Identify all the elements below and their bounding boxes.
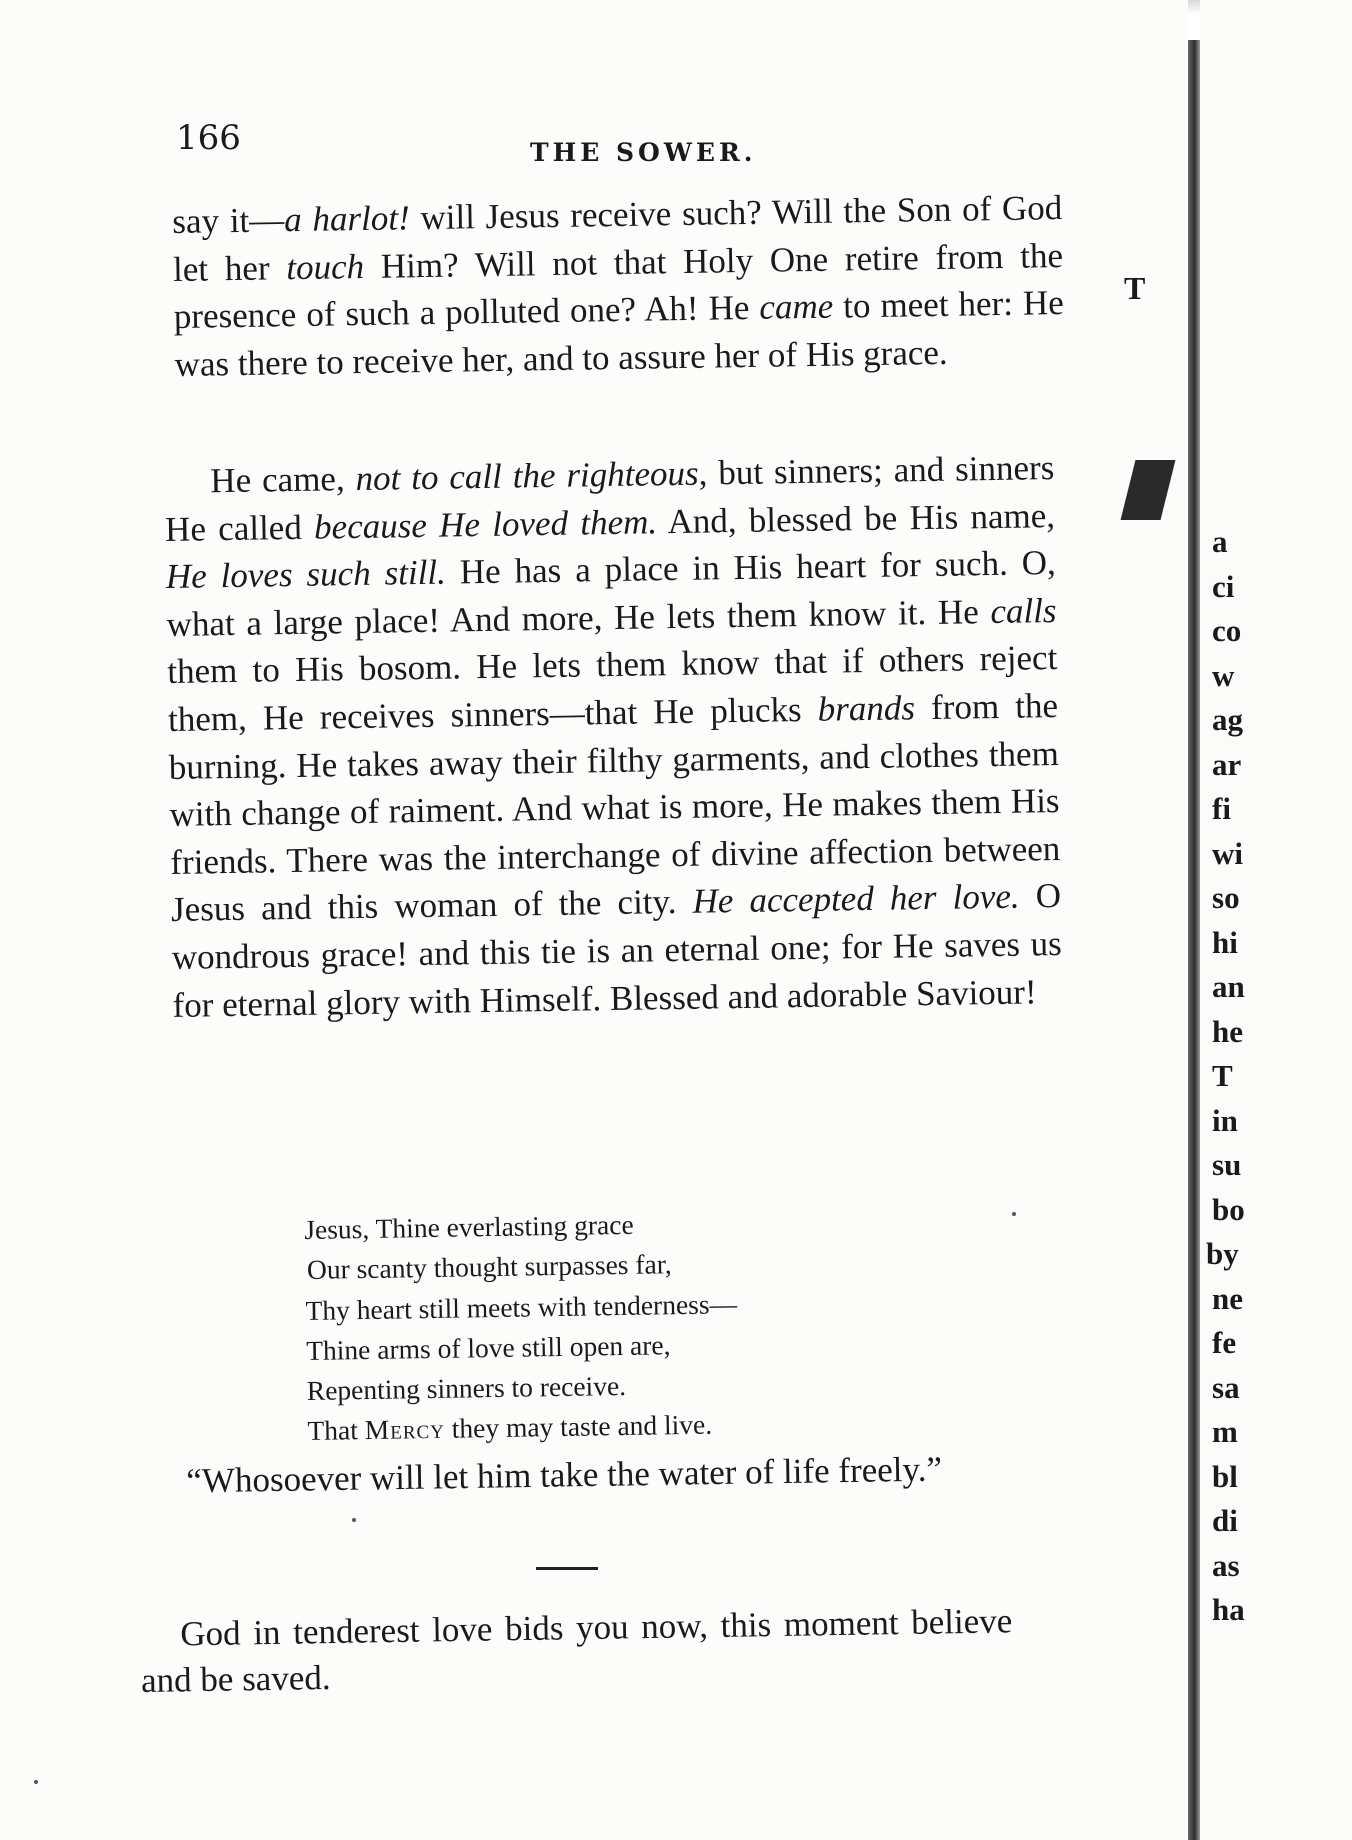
right-page-line-start: in: [1212, 1102, 1238, 1138]
text-run: He has a place in His heart for such. O, what a large place! And more, He lets them know it. He: [166, 543, 1057, 644]
right-page: [1124, 0, 1352, 1840]
paragraph-1: [172, 184, 1065, 388]
running-head: THE SOWER.: [530, 138, 757, 167]
text-run: them to His bosom. He lets them know that if others reject them, He receives sinners—that He plucks: [167, 638, 1058, 739]
hymn-line-5: Repenting sinners to receive.: [306, 1370, 627, 1407]
scan-speck: [1012, 1212, 1016, 1216]
right-page-line-start: di: [1212, 1503, 1238, 1538]
right-page-line-start: an: [1212, 969, 1245, 1004]
italic-phrase: touch: [286, 246, 365, 287]
paragraph-2: [164, 444, 1063, 1029]
hymn-line-4: Thine arms of love still open are,: [305, 1329, 671, 1366]
hymn-line-2: Our scanty thought surpasses far,: [306, 1248, 672, 1286]
right-page-line-start: su: [1212, 1147, 1242, 1182]
right-page-line-start: so: [1212, 880, 1240, 915]
text-run: say it—: [172, 200, 285, 241]
italic-phrase: calls: [990, 590, 1057, 631]
hymn-stanza: [304, 1203, 739, 1452]
right-page-line-start: by: [1206, 1236, 1239, 1271]
italic-phrase: because He loved them.: [313, 501, 658, 547]
right-page-line-start: sa: [1212, 1369, 1240, 1405]
right-page-line-start: bo: [1212, 1191, 1245, 1227]
right-page-line-start: w: [1212, 657, 1235, 693]
hymn-line-3: Thy heart still meets with tenderness—: [305, 1287, 738, 1326]
scan-speck: [34, 1780, 38, 1784]
text-run: And, blessed be His name,: [656, 495, 1056, 541]
italic-phrase: a harlot!: [283, 198, 410, 240]
book-gutter: [1188, 40, 1200, 1840]
right-page-line-start: m: [1212, 1414, 1238, 1449]
scripture-quote: “Whosoever will let him take the water of life freely.”: [186, 1449, 943, 1501]
right-page-line-start: hi: [1212, 924, 1238, 960]
text-run: , but sinners; and sinners He called: [164, 448, 1055, 549]
right-page-line-start: fi: [1212, 791, 1231, 826]
right-page-line-start: bl: [1212, 1458, 1238, 1494]
italic-phrase: came: [759, 286, 834, 327]
right-page-line-start: co: [1212, 613, 1242, 648]
right-page-line-start: ar: [1212, 746, 1242, 782]
right-page-line-start: he: [1212, 1013, 1243, 1049]
text-run: Him? Will not that Holy One retire from the presence of such a polluted one? Ah! He: [173, 235, 1064, 337]
right-page-line-start: T: [1212, 1058, 1233, 1093]
italic-phrase: not to call the righteous: [355, 453, 699, 498]
closing-line: God in tenderest love bids you now, this moment believe and be saved.: [140, 1601, 1013, 1700]
page-number: 166: [176, 118, 241, 158]
italic-phrase: brands: [817, 688, 916, 729]
text-run: to meet her: He was there to receive her, and to assure her of His grace.: [174, 283, 1065, 384]
scan-speck: [352, 1518, 356, 1522]
right-page-line-start: ne: [1212, 1280, 1243, 1316]
right-page-line-start: as: [1212, 1547, 1240, 1583]
text-run: He came,: [210, 458, 356, 501]
right-page-line-start: a: [1212, 524, 1228, 559]
text-run: will Jesus receive such? Will the Son of God let her: [172, 188, 1063, 289]
hymn-line-6-start: That: [307, 1414, 365, 1447]
right-page-line-start: wi: [1212, 835, 1243, 871]
right-page-line-start: ci: [1212, 568, 1235, 604]
small-caps-word: Mercy: [364, 1413, 446, 1446]
text-run: O wondrous grace! and this tie is an eternal one; for He saves us for eternal glory with Himself. Blessed and adorable Saviour!: [171, 876, 1063, 1025]
right-page-line-start: ha: [1212, 1592, 1245, 1627]
hymn-line-6: [307, 1405, 739, 1452]
right-page-heading: T: [1124, 270, 1146, 306]
section-divider: [536, 1567, 598, 1570]
right-page-line-start: ag: [1212, 702, 1243, 737]
hymn-line-1: Jesus, Thine everlasting grace: [304, 1208, 634, 1245]
italic-phrase: He loves such still.: [165, 552, 447, 597]
right-page-line-start: fe: [1212, 1325, 1237, 1360]
italic-phrase: He accepted her love.: [692, 876, 1020, 922]
text-run: from the burning. He takes away their filthy garments, and clothes them with change of raiment. And what is more, He makes them His friends. There was the interchange of divine affection between Jesus and this woman of the city.: [168, 685, 1061, 930]
hymn-line-6-end: they may taste and live.: [444, 1409, 713, 1445]
